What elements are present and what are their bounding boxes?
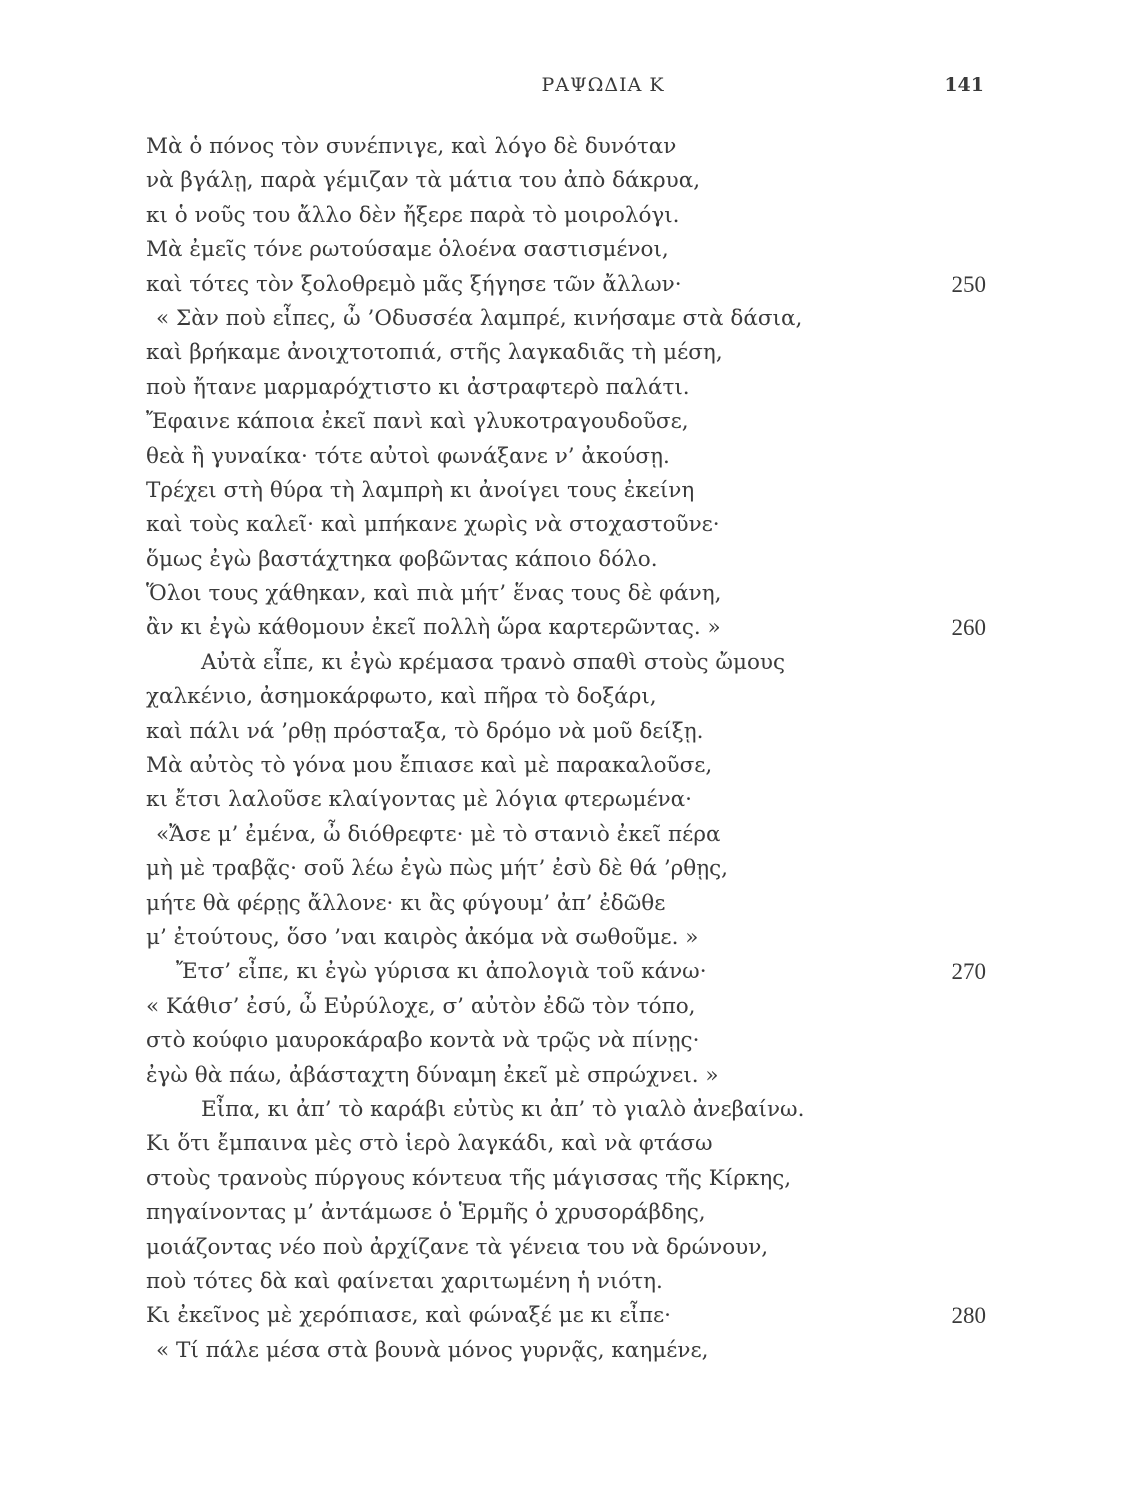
verse-text: « Τί πάλε μέσα στὰ βουνὰ μόνος γυρνᾷς, καημένε,	[156, 1337, 709, 1363]
page-header	[0, 74, 1146, 104]
verse-text: καὶ βρήκαμε ἀνοιχτοτοπιά, στῆς λαγκαδιᾶς τὴ μέση,	[146, 340, 723, 366]
verse-line	[146, 474, 986, 508]
verse-line	[146, 646, 986, 680]
verse-line	[146, 543, 986, 577]
verse-text: Ἔτσ’ εἶπε, κι ἐγὼ γύρισα κι ἀπολογιὰ τοῦ κάνω·	[176, 959, 707, 985]
verse-line	[146, 1127, 986, 1161]
verse-line	[146, 955, 986, 989]
verse-line	[146, 1059, 986, 1093]
verse-text: Κι ἐκεῖνος μὲ χερόπιασε, καὶ φώναξέ με κι εἶπε·	[146, 1303, 671, 1329]
page-number: 141	[944, 74, 984, 96]
verse-text: Μὰ αὐτὸς τὸ γόνα μου ἔπιασε καὶ μὲ παρακαλοῦσε,	[146, 753, 713, 779]
verse-line	[146, 268, 986, 302]
verse-line	[146, 715, 986, 749]
verse-line	[146, 336, 986, 370]
verse-line	[146, 1093, 986, 1127]
verse-line	[146, 164, 986, 198]
verse-text: μοιάζοντας νέο ποὺ ἀρχίζανε τὰ γένεια του νὰ δρώνουν,	[146, 1234, 769, 1260]
verse-line	[146, 887, 986, 921]
running-title: ΡΑΨΩΔΙΑ Κ	[541, 74, 665, 96]
verse-line	[146, 1196, 986, 1230]
verse-line	[146, 680, 986, 714]
verse-text: καὶ πάλι νά ’ρθῃ πρόσταξα, τὸ δρόμο νὰ μοῦ δείξῃ.	[146, 718, 704, 744]
verse-text: χαλκένιο, ἀσημοκάρφωτο, καὶ πῆρα τὸ δοξάρι,	[146, 684, 657, 710]
verse-text: στὸ κούφιο μαυροκάραβο κοντὰ νὰ τρῷς νὰ πίνῃς·	[146, 1028, 700, 1054]
verse-line	[146, 130, 986, 164]
verse-text: νὰ βγάλῃ, παρὰ γέμιζαν τὰ μάτια του ἀπὸ δάκρυα,	[146, 168, 701, 194]
verse-line	[146, 611, 986, 645]
verse-line	[146, 371, 986, 405]
verse-line	[146, 818, 986, 852]
verse-text: πηγαίνοντας μ’ ἀντάμωσε ὁ Ἑρμῆς ὁ χρυσοράβδης,	[146, 1200, 706, 1226]
verse-text: κι ἔτσι λαλοῦσε κλαίγοντας μὲ λόγια φτερωμένα·	[146, 787, 693, 813]
verse-text: ἐγὼ θὰ πάω, ἀβάσταχτη δύναμη ἐκεῖ μὲ σπρώχνει. »	[146, 1062, 719, 1088]
verse-line	[146, 921, 986, 955]
verse-line	[146, 405, 986, 439]
verse-line	[146, 1299, 986, 1333]
verse-text: Μὰ ἐμεῖς τόνε ρωτούσαμε ὁλοένα σαστισμένοι,	[146, 237, 669, 263]
line-number: 260	[951, 615, 986, 641]
verse-line	[146, 199, 986, 233]
verse-line	[146, 1162, 986, 1196]
line-number: 250	[951, 271, 986, 297]
verse-text: ἂν κι ἐγὼ κάθομουν ἐκεῖ πολλὴ ὥρα καρτερῶντας. »	[146, 615, 721, 641]
verse-line	[146, 990, 986, 1024]
verse-line	[146, 233, 986, 267]
verse-text: καὶ τοὺς καλεῖ· καὶ μπήκανε χωρὶς νὰ στοχαστοῦνε·	[146, 512, 720, 538]
verse-line	[146, 749, 986, 783]
verse-text: ὅμως ἐγὼ βαστάχτηκα φοβῶντας κάποιο δόλο.	[146, 546, 658, 572]
verse-line	[146, 302, 986, 336]
verse-text: μὴ μὲ τραβᾷς· σοῦ λέω ἐγὼ πὼς μήτ’ ἐσὺ δὲ θά ’ρθῃς,	[146, 856, 729, 882]
verse-text: θεὰ ἢ γυναίκα· τότε αὐτοὶ φωνάξανε ν’ ἀκούσῃ.	[146, 443, 670, 469]
line-number: 270	[951, 959, 986, 985]
verse-line	[146, 508, 986, 542]
verse-text: ποὺ ἤτανε μαρμαρόχτιστο κι ἀστραφτερὸ παλάτι.	[146, 374, 690, 400]
verse-line	[146, 1024, 986, 1058]
verse-line	[146, 1265, 986, 1299]
verse-text: Εἶπα, κι ἀπ’ τὸ καράβι εὐτὺς κι ἀπ’ τὸ γιαλὸ ἀνεβαίνω.	[201, 1096, 805, 1122]
verse-line	[146, 783, 986, 817]
verse-text: ποὺ τότες δὰ καὶ φαίνεται χαριτωμένη ἡ νιότη.	[146, 1268, 663, 1294]
verse-text: Κι ὅτι ἔμπαινα μὲς στὸ ἱερὸ λαγκάδι, καὶ νὰ φτάσω	[146, 1131, 713, 1157]
verse-text: μήτε θὰ φέρῃς ἄλλονε· κι ἂς φύγουμ’ ἀπ’ ἐδῶθε	[146, 890, 666, 916]
poem-text	[146, 130, 986, 1368]
verse-text: « Κάθισ’ ἐσύ, ὦ Εὐρύλοχε, σ’ αὐτὸν ἐδῶ τὸν τόπο,	[146, 993, 696, 1019]
verse-text: καὶ τότες τὸν ξολοθρεμὸ μᾶς ξήγησε τῶν ἄλλων·	[146, 271, 682, 297]
verse-text: κι ὁ νοῦς του ἄλλο δὲν ἤξερε παρὰ τὸ μοιρολόγι.	[146, 202, 680, 228]
verse-text: «Ἄσε μ’ ἐμένα, ὦ διόθρεφτε· μὲ τὸ στανιὸ ἐκεῖ πέρα	[156, 821, 721, 847]
verse-line	[146, 1231, 986, 1265]
verse-text: Ὅλοι τους χάθηκαν, καὶ πιὰ μήτ’ ἕνας τους δὲ φάνη,	[146, 581, 722, 607]
verse-text: « Σὰν ποὺ εἶπες, ὦ ’Οδυσσέα λαμπρέ, κινήσαμε στὰ δάσια,	[156, 305, 803, 331]
verse-line	[146, 440, 986, 474]
verse-line	[146, 577, 986, 611]
verse-text: Μὰ ὁ πόνος τὸν συνέπνιγε, καὶ λόγο δὲ δυνόταν	[146, 134, 677, 159]
verse-text: Τρέχει στὴ θύρα τὴ λαμπρὴ κι ἀνοίγει τους ἐκείνη	[146, 477, 695, 503]
verse-text: στοὺς τρανοὺς πύργους κόντευα τῆς μάγισσας τῆς Κίρκης,	[146, 1165, 792, 1191]
verse-text: Αὐτὰ εἶπε, κι ἐγὼ κρέμασα τρανὸ σπαθὶ στοὺς ὤμους	[201, 649, 785, 675]
verse-text: μ’ ἐτούτους, ὅσο ’ναι καιρὸς ἀκόμα νὰ σωθοῦμε. »	[146, 924, 699, 950]
verse-line	[146, 1334, 986, 1368]
line-number: 280	[951, 1303, 986, 1329]
verse-text: Ἔφαινε κάποια ἐκεῖ πανὶ καὶ γλυκοτραγουδοῦσε,	[146, 409, 689, 435]
verse-line	[146, 852, 986, 886]
